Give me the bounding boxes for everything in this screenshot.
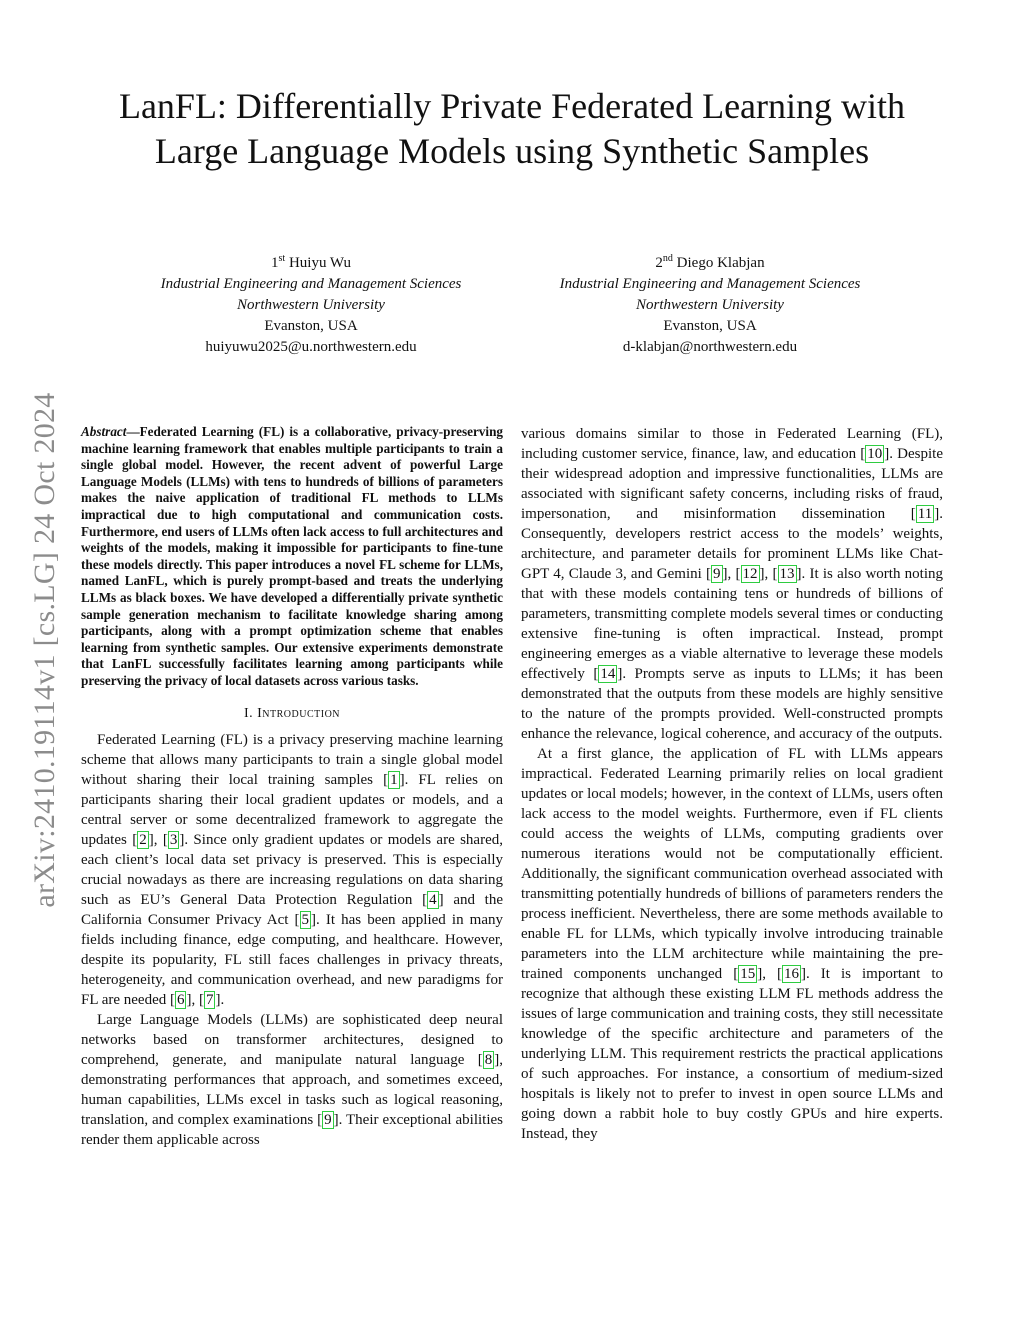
citation-link[interactable]: 10 [867, 446, 883, 462]
author-university: Northwestern University [636, 297, 784, 313]
left-column [81, 424, 503, 1150]
author-block-1 [126, 248, 496, 358]
paragraph-text: , [762, 966, 777, 982]
section-numeral: I. [243, 705, 254, 721]
section-title: Introduction [257, 705, 341, 721]
citation-link[interactable]: 1 [390, 771, 398, 788]
paragraph-text: . It is important to recognize that although these existing LLM FL methods address the issues of large communication and training costs, they still necessitate knowledge of the specific architecture and parameters of the underlying LLM. This requirement restricts the practical applications of such approaches. For instance, a consortium of medium-sized hospitals is likely not to prefer to invest in open source LLMs and going down a rabbit hole to buy costly GPUs and hire experts. Instead, they [521, 966, 944, 1142]
paragraph-text: and the California Consumer Privacy Act [81, 891, 503, 928]
author-ordinal-suffix: st [278, 253, 286, 264]
citation-link[interactable]: 12 [742, 566, 758, 582]
paragraph-text: . Prompts serve as inputs to LLMs; it has been demonstrated that the outputs from these models are highly sensitive to the nature of the prompts provided. Well-constructed prompts enhance the relevance, logical coherence, and accuracy of the outputs. [521, 666, 943, 742]
author-name-line [126, 248, 496, 274]
paragraph-text: Federated Learning (FL) is a privacy preserving machine learning scheme that allows many participants to train a single global model without sharing their local training samples [81, 731, 503, 788]
paragraph-text: . It has been applied in many fields including finance, edge computing, and healthcare. However, despite its popularity, FL still faces challenges in privacy threats, heterogeneity, and communication overhead, and new paradigms for FL are needed [81, 911, 503, 1008]
right-paragraph: various domains similar to those in Federated Learning (FL), including customer service, finance, law, and education [ 10 ]. Despite their widespread adoption and impressive functionalities, LLMs are associated with significant safety concerns, including risks of fraud, impersonation, and misinformation dissemination [ 11 ]. Consequently, developers restrict access to the models’ weights, architecture, and parameter details for prominent LLMs like Chat-GPT 4, Claude 3, and Gemini [ 9 ], [ 12 ], [ 13 ]. It is also worth noting that with these models containing tens or hundreds of billions of parameters, transmitting complete models several times or conducting extensive fine-tuning is often impractical. Instead, prompt engineering emerges as a viable alternative to leverage these models effectively [ 14 ]. Prompts serve as inputs to LLMs; it has been demonstrated that the outputs from these models are highly sensitive to the nature of the prompts provided. Well-constructed prompts enhance the relevance, logical coherence, and accuracy of the outputs. [521, 426, 944, 742]
author-department: Industrial Engineering and Management Sciences [160, 276, 462, 292]
paragraph-text: . [220, 991, 225, 1008]
citation-link[interactable]: 16 [783, 966, 799, 982]
citation-link[interactable]: 4 [429, 891, 437, 908]
paragraph-text: At a first glance, the application of FL with LLMs appears impractical. Federated Learning primarily relies on local gradient updates or local models; however, in the context of LLMs, users often lack access to the model weights. Furthermore, even if FL clients could access the weights of LLMs, computing gradients over numerous iterations would not be computationally efficient. Additionally, the significant communication overhead associated with transmitting potentially hundreds of billions of parameters renders the process inefficient. Nevertheless, there are some methods available to enable FL for LLMs, which typically involve introducing trainable parameters into the LLM architecture while maintaining the pre-trained components unchanged [521, 746, 943, 982]
citation-link[interactable]: 13 [779, 566, 795, 582]
paragraph-text: . Their exceptional abilities render them applicable across [81, 1111, 504, 1148]
paragraph-text: . FL relies on participants sharing their local gradient updates or models, and a central server or some decentralized framework to aggregate the updates [81, 771, 503, 848]
author-location: Evanston, USA [663, 318, 757, 334]
intro-body-right [521, 424, 943, 1144]
citation-link[interactable]: 7 [205, 991, 214, 1008]
citation-link[interactable]: 6 [176, 991, 185, 1008]
paragraph-text: . It is also worth noting that with these models containing tens or hundreds of billions of parameters, transmitting complete models several times or conducting extensive fine-tuning is often impractical. Instead, prompt engineering emerges as a viable alternative to leverage these models effectively [521, 566, 944, 682]
paragraph-text: . Despite their widespread adoption and impressive functionalities, LLMs are associated with significant safety concerns, including risks of fraud, impersonation, and misinformation dissemination [521, 446, 943, 522]
citation-link[interactable]: 9 [713, 566, 721, 582]
paragraph-text: various domains similar to those in Federated Learning (FL), including customer service, finance, law, and education [521, 426, 943, 462]
paragraph-text: , [727, 566, 736, 582]
citation-link[interactable]: 15 [740, 966, 756, 982]
author-department: Industrial Engineering and Management Sciences [559, 276, 861, 292]
author-email: huiyuwu2025@u.northwestern.edu [205, 339, 417, 355]
section-heading-introduction [81, 704, 503, 724]
paragraph-text: , [191, 991, 199, 1008]
paragraph-text: . Since only gradient updates or models are shared, each client’s local data set privacy is preserved. This is especially crucial nowadays as there are increasing regulations on data sharing such as EU’s General Data Protection Regulation [81, 831, 503, 908]
paragraph-text: , [153, 831, 163, 848]
right-paragraph: At a first glance, the application of FL with LLMs appears impractical. Federated Learning primarily relies on local gradient updates or local models; however, in the context of LLMs, users often lack access to the model weights. Furthermore, even if FL clients could access the weights of LLMs, computing gradients over numerous iterations would not be computationally efficient. Additionally, the significant communication overhead associated with transmitting potentially hundreds of billions of parameters renders the process inefficient. Nevertheless, there are some methods available to enable FL for LLMs, which typically involve introducing trainable parameters into the LLM architecture while maintaining the pre-trained components unchanged [ 15 ], [ 16 ]. It is important to recognize that although these existing LLM FL methods address the issues of large communication and training costs, they still necessitate knowledge of the specific architecture and parameters of the underlying LLM. This requirement restricts the practical applications of such approaches. For instance, a consortium of medium-sized hospitals is likely not to prefer to invest in open source LLMs and going down a rabbit hole to buy costly GPUs and hire experts. Instead, they [521, 746, 944, 1142]
citation-link[interactable]: 14 [600, 666, 616, 682]
author-university: Northwestern University [237, 297, 385, 313]
author-ordinal-suffix: nd [662, 253, 673, 264]
paper-title: LanFL: Differentially Private Federated Learning with Large Language Models using Synthetic Samples [118, 86, 906, 171]
abstract [81, 424, 503, 690]
author-ordinal: 2 [655, 255, 663, 271]
paragraph-text: Large Language Models (LLMs) are sophisticated deep neural networks based on transformer architectures, designed to comprehend, generate, and manipulate natural language [81, 1011, 503, 1068]
abstract-text: —Federated Learning (FL) is a collaborative, privacy-preserving machine learning framework that enables multiple participants to train a single global model. However, the recent advent of powerful Large Language Models (LLMs) with tens to hundreds of billions of parameters makes the naive application of traditional FL methods to LLMs impractical due to high computational and communication costs. Furthermore, end users of LLMs often lack access to full architectures and weights of the models, making it impossible for participants to fine-tune these models directly. This paper introduces a novel FL scheme for LLMs, named LanFL, which is purely prompt-based and treats the underlying LLMs as black boxes. We have developed a differentially private synthetic sample generation mechanism to facilitate knowledge sharing among participants, along with a prompt optimization scheme that enables learning from synthetic samples. Our extensive experiments demonstrate that LanFL successfully facilitates learning among participants while preserving the privacy of local datasets across various tasks. [81, 424, 503, 688]
arxiv-identifier-stamp: arXiv:2410.19114v1 [cs.LG] 24 Oct 2024 [28, 392, 61, 908]
paragraph-text: , [764, 566, 773, 582]
author-email: d-klabjan@northwestern.edu [622, 339, 798, 355]
citation-link[interactable]: 3 [169, 831, 178, 848]
citation-link[interactable]: 9 [324, 1111, 332, 1128]
left-paragraph: Federated Learning (FL) is a privacy preserving machine learning scheme that allows many participants to train a single global model without sharing their local training samples [ 1 ]. FL relies on participants sharing their local gradient updates or models, and a central server or some decentralized framework to aggregate the updates [ 2 ], [ 3 ]. Since only gradient updates or models are shared, each client’s local data set privacy is preserved. This is especially crucial nowadays as there are increasing regulations on data sharing such as EU’s General Data Protection Regulation [ 4 ] and the California Consumer Privacy Act [ 5 ]. It has been applied in many fields including finance, edge computing, and healthcare. However, despite its popularity, FL still faces challenges in privacy threats, heterogeneity, and communication overhead, and new paradigms for FL are needed [ 6 ], [ 7 ]. [81, 731, 503, 1008]
abstract-label: Abstract [81, 424, 127, 439]
paragraph-text: . Consequently, developers restrict access to the models’ weights, architecture, and parameter details for prominent LLMs like Chat-GPT 4, Claude 3, and Gemini [521, 506, 943, 582]
citation-link[interactable]: 8 [484, 1051, 493, 1068]
author-name: Huiyu Wu [288, 255, 351, 271]
citation-link[interactable]: 5 [301, 911, 310, 928]
paragraph-text: , demonstrating performances that approach, and sometimes exceed, human capabilities, LLMs excel in tasks such as logical reasoning, translation, and complex examinations [81, 1051, 503, 1128]
intro-body-left [81, 730, 503, 1150]
author-block-2 [525, 248, 895, 358]
right-column [521, 424, 943, 1144]
author-ordinal: 1 [271, 255, 279, 271]
author-name: Diego Klabjan [676, 255, 765, 271]
citation-link[interactable]: 2 [139, 831, 147, 848]
citation-link[interactable]: 11 [917, 506, 933, 522]
author-location: Evanston, USA [264, 318, 358, 334]
left-paragraph: Large Language Models (LLMs) are sophisticated deep neural networks based on transformer architectures, designed to comprehend, generate, and manipulate natural language [ 8 ], demonstrating performances that approach, and sometimes exceed, human capabilities, LLMs excel in tasks such as logical reasoning, translation, and complex examinations [ 9 ]. Their exceptional abilities render them applicable across [81, 1011, 504, 1148]
author-name-line [525, 248, 895, 274]
